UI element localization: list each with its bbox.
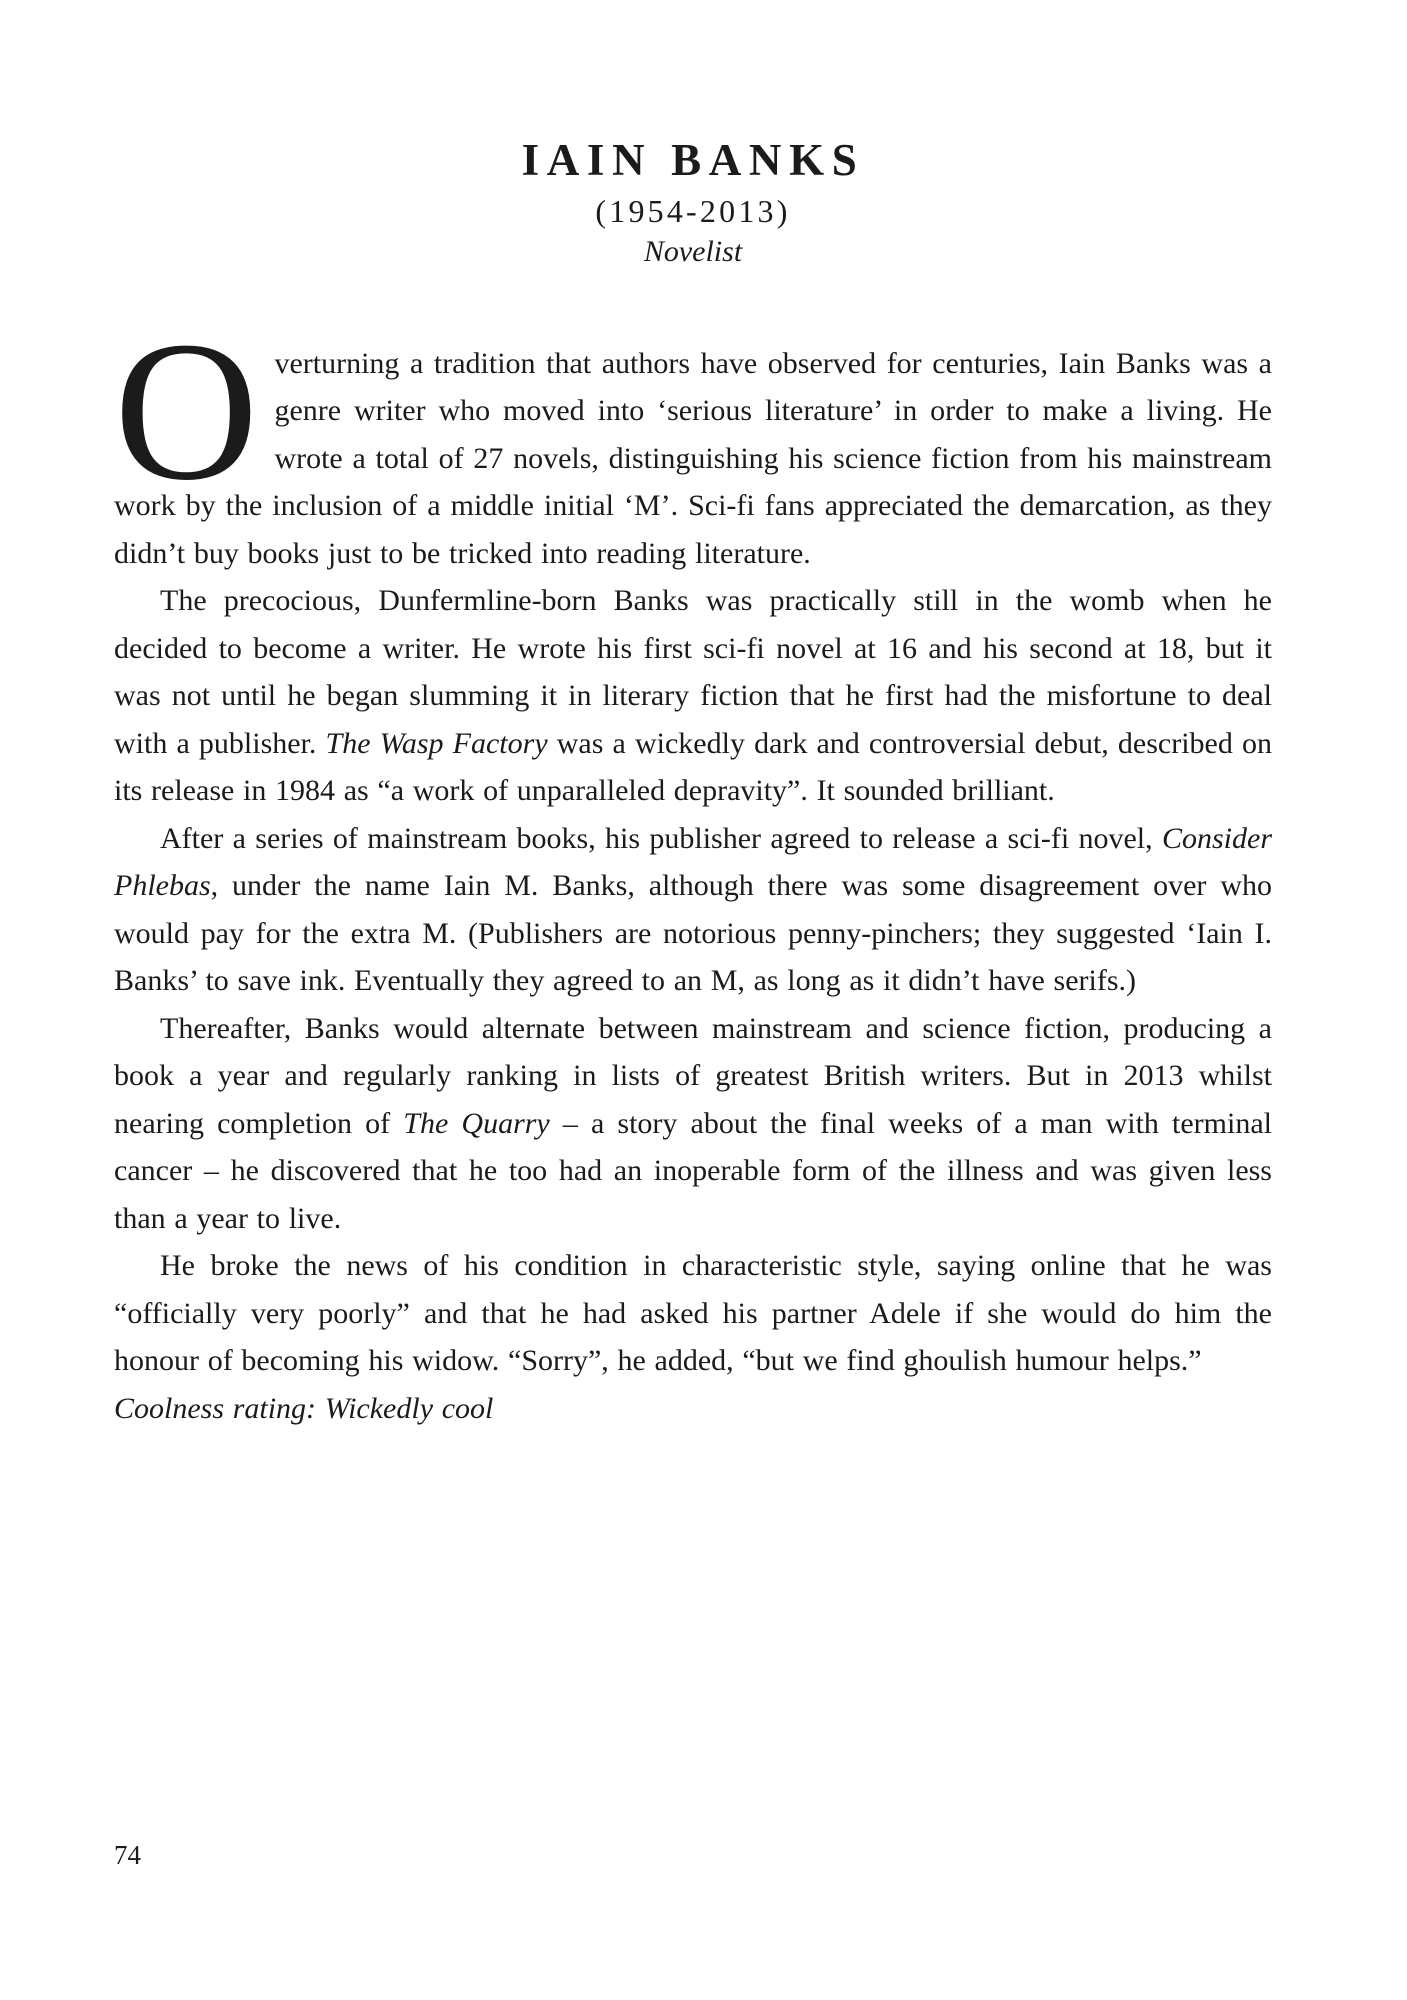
- life-years: (1954-2013): [595, 192, 791, 229]
- book-title-consider-phlebas: Consider Phlebas: [114, 821, 1272, 903]
- paragraph-4-text-cont: – a story about the final weeks of a man with terminal cancer – he discovered that he too had an inoperable form of the illness and was given less than a year to live.: [114, 1106, 1272, 1235]
- chapter-header: [114, 0, 1272, 268]
- paragraph-5-text: He broke the news of his condition in characteristic style, saying online that he was “officially very poorly” and that he had asked his partner Adele if she would do him the honour of becoming his widow. “Sorry”, he added, “but we find ghoulish humour helps.”: [114, 1249, 1272, 1378]
- paragraph-2-text-cont: was a wickedly dark and controversial debut, described on its release in 1984 as “a work of unparalleled depravity”. It sounded brilliant.: [114, 726, 1272, 808]
- drop-cap: O: [114, 300, 259, 522]
- text-column: [114, 0, 1272, 1432]
- paragraph-4-text: Thereafter, Banks would alternate between mainstream and science fiction, producing a book a year and regularly ranking in lists of greatest British writers. But in 2013 whilst nearing completion of: [114, 1011, 1272, 1140]
- paragraph-3: [114, 815, 1272, 1005]
- book-title-wasp-factory: The Wasp Factory: [325, 726, 548, 760]
- page-title: IAIN BANKS: [521, 135, 865, 185]
- paragraph-2: [114, 577, 1272, 815]
- paragraph-3-text: After a series of mainstream books, his publisher agreed to release a sci-fi novel,: [160, 821, 1162, 855]
- paragraph-3-text-cont: , under the name Iain M. Banks, although there was some disagreement over who would pay for the extra M. (Publishers are notorious penny-pinchers; they suggested ‘Iain I. Banks’ to save ink. Eventually they agreed to an M, as long as it didn’t have serifs.): [114, 869, 1272, 998]
- paragraph-1: [114, 300, 1272, 578]
- coolness-rating: Coolness rating: Wickedly cool: [114, 1391, 494, 1425]
- paragraph-5: [114, 1242, 1272, 1385]
- role-subtitle: Novelist: [643, 234, 743, 268]
- paragraph-2-text: The precocious, Dunfermline-born Banks was practically still in the womb when he decided to become a writer. He wrote his first sci-fi novel at 16 and his second at 18, but it was not until he began slumming it in literary fiction that he first had the misfortune to deal with a publisher.: [114, 584, 1272, 760]
- paragraph-1-text: verturning a tradition that authors have observed for centuries, Iain Banks was a genre writer who moved into ‘serious literature’ in order to make a living. He wrote a total of 27 novels, distinguishing his science fiction from his mainstream work by the inclusion of a middle initial ‘M’. Sci-fi fans appreciated the demarcation, as they didn’t buy books just to be tricked into reading literature.: [114, 346, 1272, 570]
- page-number: 74: [114, 1840, 141, 1870]
- paragraph-4: [114, 1005, 1272, 1243]
- book-title-the-quarry: The Quarry: [403, 1106, 550, 1140]
- article-body: [114, 300, 1272, 1433]
